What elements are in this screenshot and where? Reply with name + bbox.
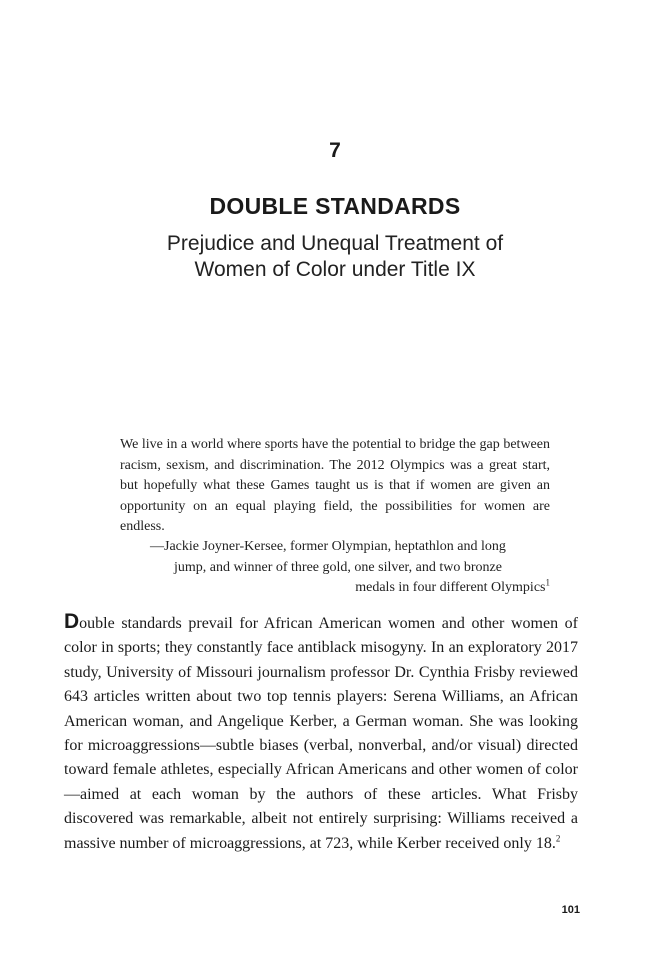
attribution-line3-text: medals in four different Olympics [355,580,546,595]
chapter-subtitle [0,231,650,283]
chapter-subtitle-line2: Women of Color under Title IX [194,258,476,281]
epigraph-attribution [150,537,550,599]
body-note-ref: 2 [555,833,561,844]
chapter-subtitle-line1: Prejudice and Unequal Treatment of [166,232,504,255]
attribution-line2: jump, and winner of three gold, one silver, and two bronze [174,559,502,575]
chapter-title: DOUBLE STANDARDS [209,193,461,219]
attribution-line3 [150,578,550,599]
attribution-line1: —Jackie Joyner-Kersee, former Olympian, heptathlon and long [150,539,506,554]
epigraph-quote: We live in a world where sports have the potential to bridge the gap between racism, sexism, and discrimination. The 2012 Olympics was a great start, but hopefully what these Games taught us is that if women are given an opportunity on an equal playing field, the possibilities for women are endless. [120,437,550,534]
epigraph-note-ref: 1 [545,577,550,588]
page-number: 101 [561,904,580,916]
chapter-number: 7 [329,139,341,162]
body-paragraph-text: ouble standards prevail for African American women and other women of color in sports; they constantly face antiblack misogyny. In an exploratory 2017 study, University of Missouri journalism professor Dr. Cynthia Frisby reviewed 643 articles written about two top tennis players: Serena Williams, an African American woman, and Angelique Kerber, a German woman. She was looking for microaggressions—subtle biases (verbal, nonverbal, and/or visual) directed toward female athletes, especially African Americans and other women of color—aimed at each woman by the authors of these articles. What Frisby discovered was remarkable, albeit not entirely surprising: Williams received a massive number of microaggressions, at 723, while Kerber received only 18. [64,615,578,852]
body-paragraph [64,610,578,856]
drop-initial: D [64,610,80,633]
